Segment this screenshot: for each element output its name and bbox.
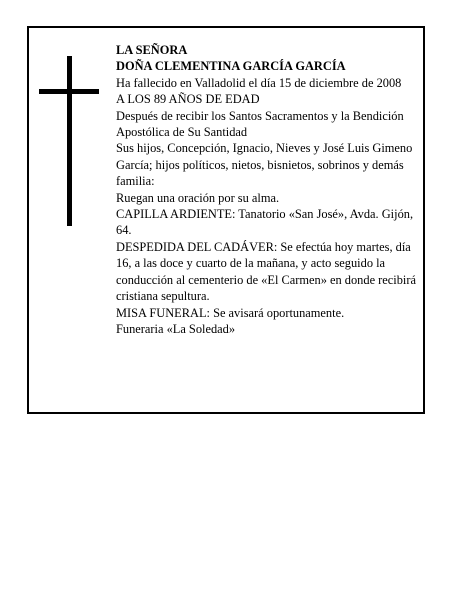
latin-cross-icon	[39, 56, 99, 226]
cross-horizontal-bar	[39, 89, 99, 94]
farewell-info: DESPEDIDA DEL CADÁVER: Se efectúa hoy martes, día 16, a las doce y cuarto de la mañana, y acto seguido la conducción al cementerio de «El Carmen» en donde recibirá cristiana sepultura.	[116, 239, 417, 304]
funeral-home: Funeraria «La Soledad»	[116, 321, 236, 336]
obituary-notice	[27, 26, 425, 414]
deceased-name: DOÑA CLEMENTINA GARCÍA GARCÍA	[116, 59, 346, 74]
death-announcement: Ha fallecido en Valladolid el día 15 de diciembre de 2008	[116, 75, 402, 90]
sacraments-line: Después de recibir los Santos Sacramentos y la Bendición Apostólica de Su Santidad	[116, 108, 404, 140]
notice-text-block	[116, 42, 421, 337]
age-line: A LOS 89 AÑOS DE EDAD	[116, 92, 260, 107]
chapel-info: CAPILLA ARDIENTE: Tanatorio «San José», Avda. Gijón, 64.	[116, 207, 414, 238]
funeral-mass-info: MISA FUNERAL: Se avisará oportunamente.	[116, 305, 345, 320]
prayer-request: Ruegan una oración por su alma.	[116, 190, 280, 205]
family-line: Sus hijos, Concepción, Ignacio, Nieves y José Luis Gimeno García; hijos políticos, nietos, bisnietos, sobrinos y demás familia:	[116, 141, 413, 189]
cross-vertical-bar	[67, 56, 72, 226]
notice-heading-title: LA SEÑORA	[116, 43, 188, 57]
